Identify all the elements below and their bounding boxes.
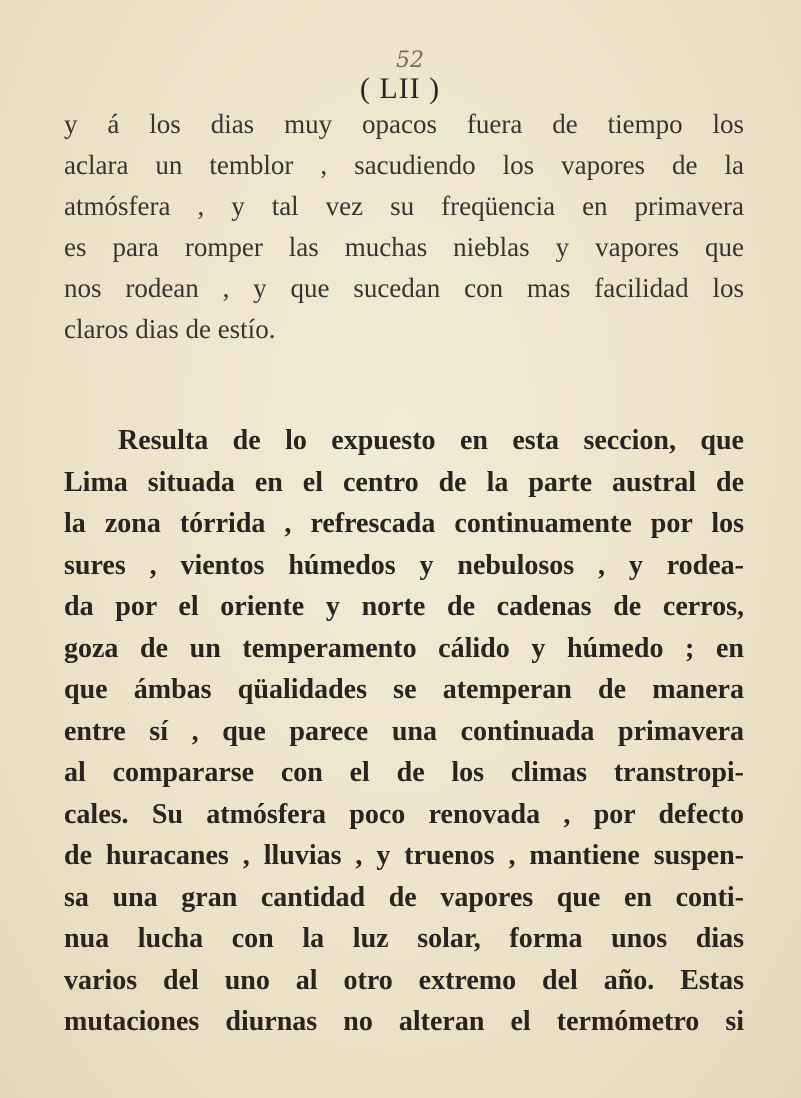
handwritten-page-note: 52 — [396, 48, 424, 73]
text-line: sa una gran cantidad de vapores que en conti- — [64, 881, 744, 913]
text-line: atmósfera , y tal vez su freqüencia en primavera — [64, 191, 744, 221]
text-line: Resulta de lo expuesto en esta seccion, que — [118, 425, 744, 456]
text-line: aclara un temblor , sacudiendo los vapores de la — [64, 150, 744, 180]
text-line: de huracanes , lluvias , y truenos , mantiene suspen- — [64, 840, 744, 871]
text-line: varios del uno al otro extremo del año. Estas — [64, 964, 744, 996]
text-line: Lima situada en el centro de la parte austral de — [64, 466, 744, 498]
text-line: al compararse con el de los climas transtropi- — [64, 757, 744, 788]
paragraph-continuation — [64, 104, 744, 350]
text-line: sures , vientos húmedos y nebulosos , y rodea- — [64, 549, 744, 581]
text-line: que ámbas qüalidades se atemperan de manera — [64, 674, 744, 705]
paragraph-conclusion — [64, 420, 744, 1043]
text-line: es para romper las muchas nieblas y vapores que — [64, 232, 744, 262]
text-line: mutaciones diurnas no alteran el termómetro si — [64, 1006, 744, 1037]
text-line: nua lucha con la luz solar, forma unos dias — [64, 923, 744, 954]
text-line: claros dias de estío. — [64, 314, 276, 344]
text-line: entre sí , que parece una continuada primavera — [64, 715, 744, 747]
page-number-header: ( LII ) — [359, 72, 441, 105]
text-line: goza de un temperamento cálido y húmedo ; en — [64, 632, 744, 664]
text-line: y á los dias muy opacos fuera de tiempo los — [64, 109, 744, 139]
text-line: la zona tórrida , refrescada continuamente por los — [64, 508, 744, 539]
text-line: cales. Su atmósfera poco renovada , por defecto — [64, 798, 744, 830]
text-line: da por el oriente y norte de cadenas de cerros, — [64, 591, 744, 622]
text-line: nos rodean , y que sucedan con mas facilidad los — [64, 273, 744, 303]
